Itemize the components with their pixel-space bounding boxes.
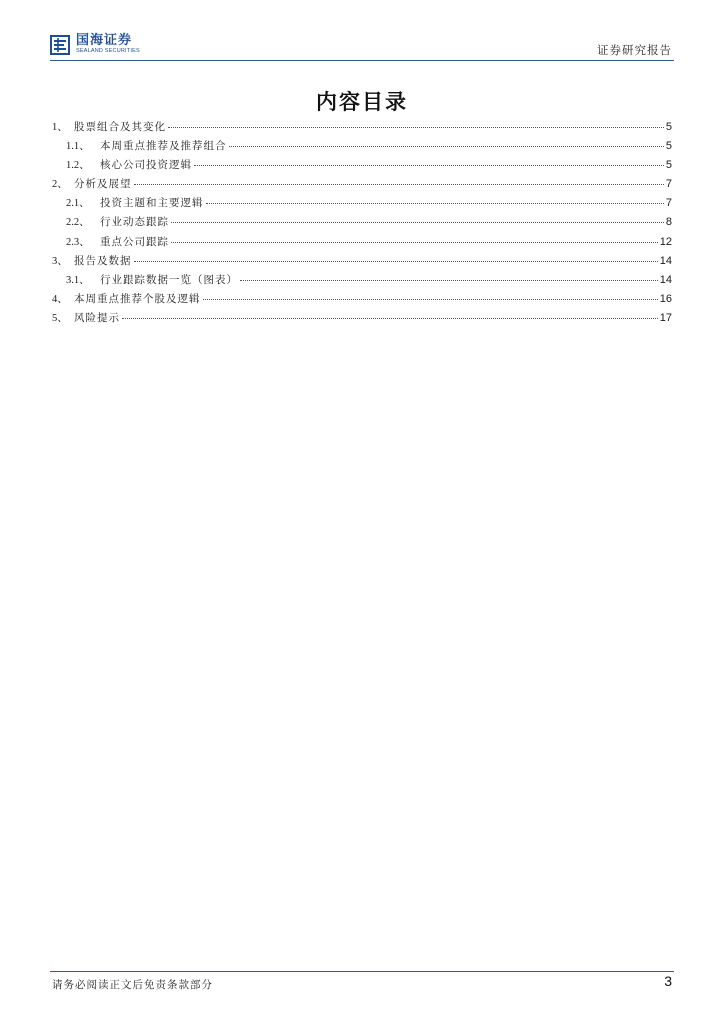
disclaimer-note: 请务必阅读正文后免责条款部分 [52, 979, 213, 991]
toc-entry-title: 行业动态跟踪 [100, 216, 169, 229]
toc-entry-number: 1、 [52, 122, 68, 133]
toc-entry-page: 7 [665, 197, 672, 210]
toc-entry-title: 本周重点推荐及推荐组合 [100, 140, 227, 153]
toc-dot-leader [171, 221, 664, 223]
toc-entry-number: 2.1、 [66, 198, 90, 210]
logo-chinese-name: 国海证券 [76, 33, 133, 48]
toc-entry[interactable] [52, 234, 672, 253]
toc-entry[interactable] [52, 195, 672, 214]
toc-entry-title: 核心公司投资逻辑 [100, 159, 192, 172]
toc-entry-page: 8 [665, 216, 672, 229]
footer-divider [50, 971, 674, 972]
toc-entry-number: 2.3、 [66, 236, 90, 248]
toc-entry-number: 1.2、 [66, 160, 90, 172]
toc-entry-title: 重点公司跟踪 [100, 235, 169, 248]
toc-entry-page: 5 [665, 140, 672, 153]
toc-entry-number: 3.1、 [66, 274, 90, 286]
toc-entry-number: 3、 [52, 255, 68, 267]
sealand-logo-icon [50, 34, 70, 56]
company-logo [50, 34, 140, 58]
document-type-label: 证券研究报告 [597, 43, 672, 57]
toc-entry[interactable] [52, 157, 672, 176]
toc-entry[interactable] [52, 253, 672, 272]
page-number: 3 [664, 973, 672, 989]
toc-entry-page: 14 [659, 273, 672, 286]
toc-entry-number: 4、 [52, 293, 68, 305]
toc-dot-leader [229, 145, 664, 147]
toc-entry-title: 风险提示 [74, 311, 120, 324]
toc-entry[interactable] [52, 214, 672, 233]
toc-entry-title: 本周重点推荐个股及逻辑 [74, 292, 201, 305]
toc-entry-title: 分析及展望 [74, 178, 132, 191]
toc-entry-title: 股票组合及其变化 [74, 121, 166, 133]
toc-dot-leader [122, 317, 658, 319]
toc-dot-leader [194, 164, 664, 166]
header-divider [50, 60, 674, 61]
toc-entry[interactable] [52, 176, 672, 195]
toc-entry[interactable] [52, 291, 672, 310]
page-header [50, 34, 674, 60]
page-title: 内容目录 [316, 90, 408, 114]
toc-dot-leader [206, 202, 664, 204]
toc-entry-title: 报告及数据 [74, 254, 132, 267]
toc-dot-leader [171, 241, 658, 243]
toc-entry[interactable] [52, 310, 672, 329]
toc-entry-title: 投资主题和主要逻辑 [100, 197, 204, 210]
toc-entry-page: 12 [659, 235, 672, 248]
toc-dot-leader [134, 183, 664, 185]
toc-entry-number: 2、 [52, 179, 68, 191]
toc-entry-title: 行业跟踪数据一览（图表） [100, 273, 238, 286]
toc-entry-page: 7 [665, 178, 672, 191]
toc-entry-page: 16 [659, 292, 672, 305]
toc-entry[interactable] [52, 272, 672, 291]
table-of-contents [52, 119, 672, 329]
toc-entry-number: 2.2、 [66, 217, 90, 229]
toc-entry-number: 1.1、 [66, 141, 90, 153]
toc-entry[interactable] [52, 119, 672, 138]
toc-dot-leader [203, 298, 658, 300]
toc-dot-leader [134, 260, 658, 262]
toc-dot-leader [240, 279, 658, 281]
toc-entry-page: 17 [659, 311, 672, 324]
toc-entry-page: 14 [659, 254, 672, 267]
toc-entry-number: 5、 [52, 312, 68, 324]
toc-entry-page: 5 [665, 159, 672, 172]
toc-entry-page: 5 [665, 121, 672, 133]
toc-dot-leader [168, 126, 664, 128]
toc-entry[interactable] [52, 138, 672, 157]
logo-english-name: SEALAND SECURITIES [76, 48, 140, 54]
